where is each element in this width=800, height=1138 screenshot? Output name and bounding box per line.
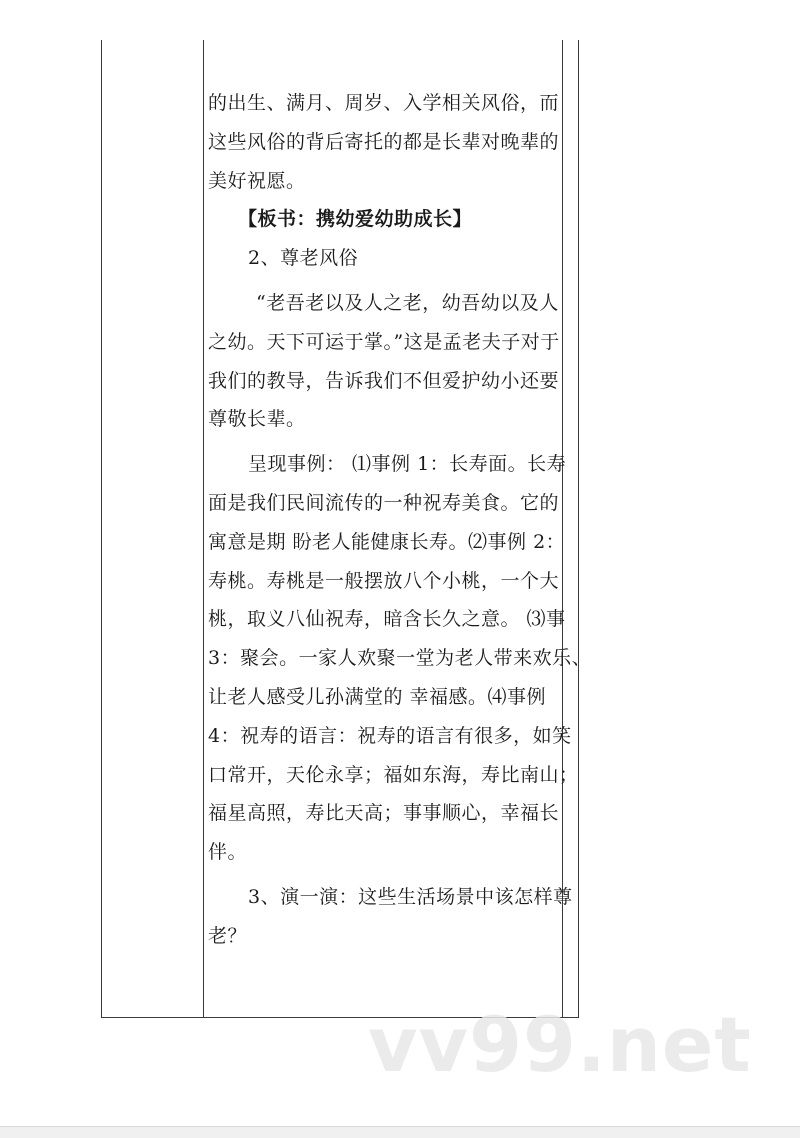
page-bottom-edge bbox=[0, 1126, 800, 1138]
text-line: 口常开，天伦永享；福如东海，寿比南山； bbox=[208, 763, 579, 786]
text-line: 3、演一演：这些生活场景中该怎样尊 bbox=[248, 885, 573, 908]
text-line: 伴。 bbox=[208, 841, 248, 864]
text-line: 老？ bbox=[208, 924, 248, 947]
text-line: 这些风俗的背后寄托的都是长辈对晚辈的 bbox=[208, 130, 560, 153]
lesson-content bbox=[208, 84, 592, 956]
paragraph-examples bbox=[208, 445, 592, 872]
text-line: 美好祝愿。 bbox=[208, 169, 306, 192]
text-line: 面是我们民间流传的一种祝寿美食。它的 bbox=[208, 491, 560, 514]
text-line: 让老人感受儿孙满堂的 幸福感。⑷事例 bbox=[208, 685, 547, 708]
text-line: 福星高照，寿比天高；事事顺心，幸福长 bbox=[208, 802, 560, 825]
text-line: 3：聚会。一家人欢聚一堂为老人带来欢乐、 bbox=[208, 647, 592, 670]
text-line: 我们的教导，告诉我们不但爱护幼小还要 bbox=[208, 369, 560, 392]
text-line: 寿桃。寿桃是一般摆放八个小桃，一个大 bbox=[208, 569, 560, 592]
site-watermark: vv99.net bbox=[368, 1000, 752, 1089]
section-3-activity bbox=[208, 878, 573, 956]
text-line: “老吾老以及人之老，幼吾幼以及人 bbox=[256, 291, 559, 314]
text-line: 寓意是期 盼老人能健康长寿。⑵事例 2： bbox=[208, 530, 566, 553]
paragraph-mencius-quote bbox=[208, 284, 568, 439]
text-line: 桃，取义八仙祝寿，暗含长久之意。 ⑶事 bbox=[208, 608, 566, 631]
paragraph-birth-customs bbox=[208, 84, 568, 200]
text-line: 尊敬长辈。 bbox=[208, 408, 306, 431]
text-line: 的出生、满月、周岁、入学相关风俗，而 bbox=[208, 92, 560, 114]
text-line: 之幼。天下可运于掌。”这是孟老夫子对于 bbox=[208, 330, 560, 353]
table-left-column bbox=[102, 40, 204, 1017]
text-line: 4：祝寿的语言：祝寿的语言有很多，如笑 bbox=[208, 724, 572, 747]
blackboard-note: 【板书：携幼爱幼助成长】 bbox=[238, 208, 473, 231]
text-line: 呈现事例： ⑴事例 1：长寿面。长寿 bbox=[248, 453, 567, 476]
section-2-heading: 2、尊老风俗 bbox=[248, 247, 359, 270]
